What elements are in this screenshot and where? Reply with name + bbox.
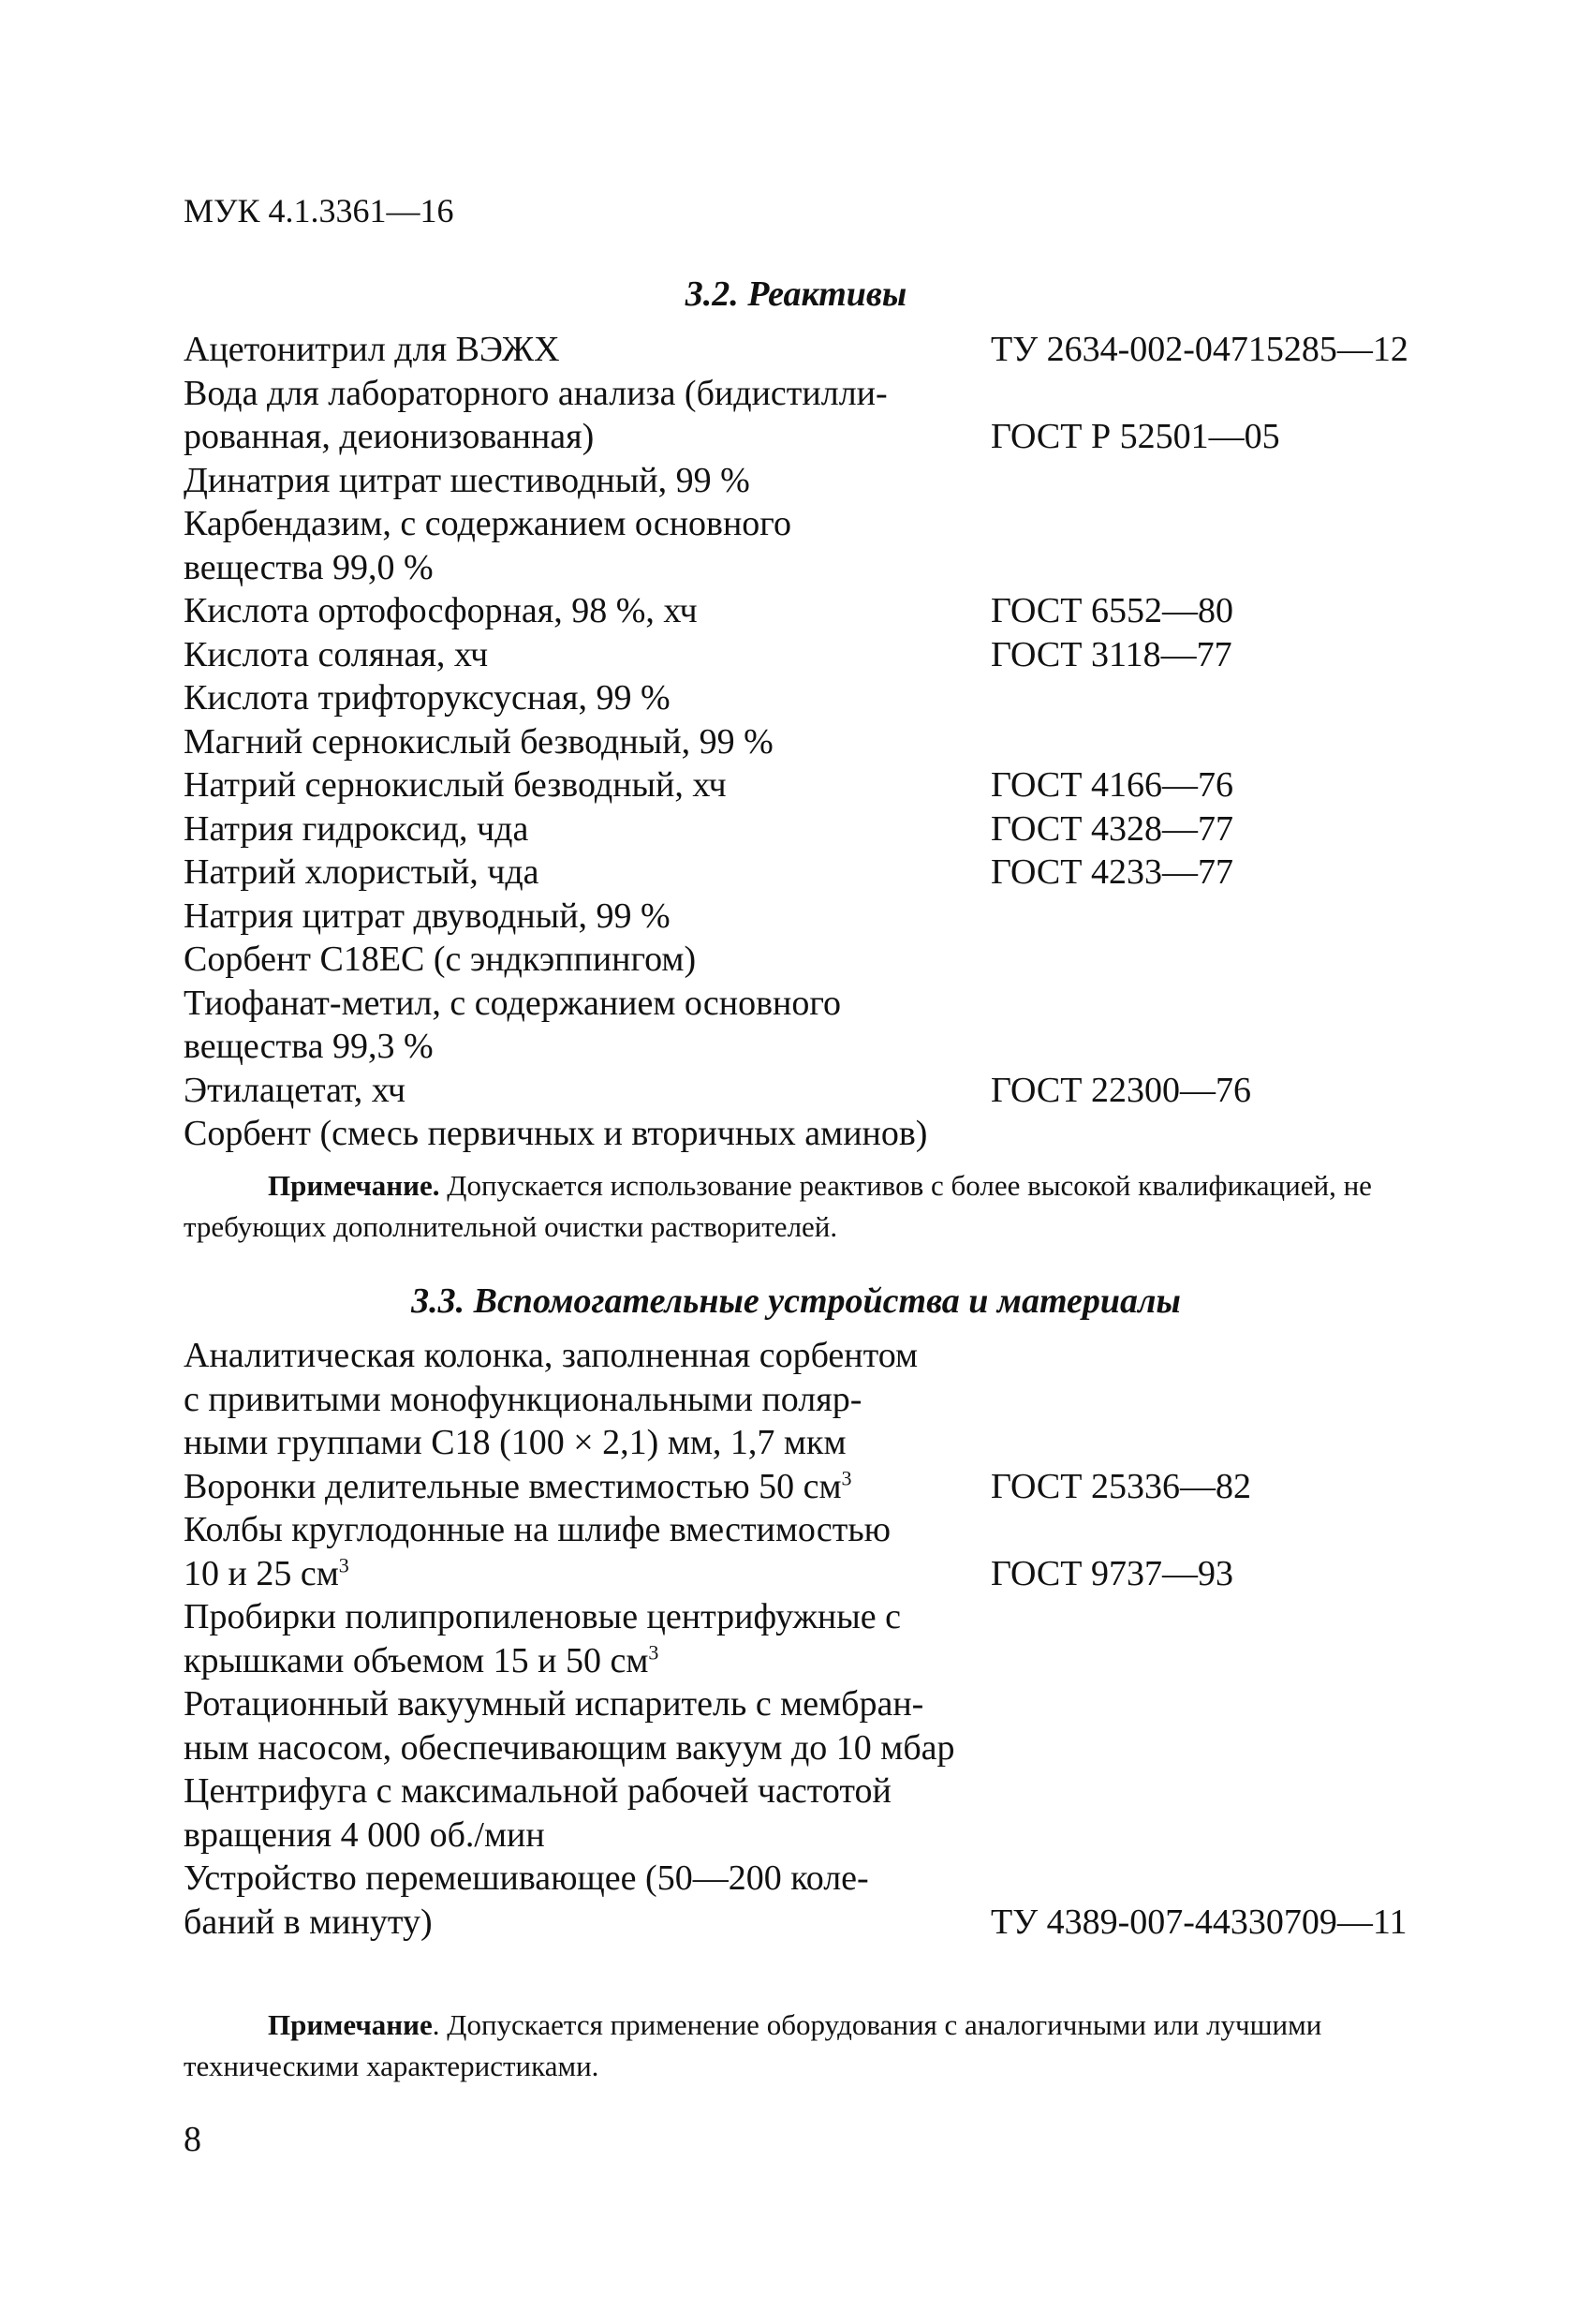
item-line: Кислота трифторуксусная, 99 %	[184, 678, 671, 718]
item-standard: ГОСТ 6552—80	[991, 591, 1233, 630]
item-line: Центрифуга с максимальной рабочей частотой	[184, 1771, 892, 1811]
item-name	[184, 502, 989, 589]
list-item	[184, 1769, 1438, 1857]
list-item	[184, 851, 1438, 895]
list-item	[184, 938, 1438, 982]
item-name	[184, 328, 989, 372]
item-line: вещества 99,3 %	[184, 1027, 434, 1066]
list-item	[184, 763, 1438, 807]
item-name	[184, 982, 989, 1069]
list-item	[184, 1112, 1438, 1156]
item-line: Пробирки полипропиленовые центрифужные с	[184, 1597, 902, 1636]
item-line: вращения 4 000 об./мин	[184, 1814, 545, 1855]
list-item	[184, 982, 1438, 1069]
equipment-note	[184, 2005, 1416, 2087]
item-line: Натрия гидроксид, чда	[184, 808, 529, 849]
list-item	[184, 1069, 1438, 1113]
item-line: 10 и 25 см	[184, 1553, 339, 1593]
item-line: Сорбент (смесь первичных и вторичных аминов)	[184, 1114, 928, 1153]
item-name	[184, 589, 989, 633]
item-line: Воронки делительные вместимостью 50 см	[184, 1466, 842, 1506]
section-title-reagents: 3.2. Реактивы	[685, 274, 907, 314]
list-item	[184, 328, 1438, 372]
list-item	[184, 807, 1438, 851]
item-name	[184, 807, 989, 851]
item-name	[184, 938, 989, 982]
reagents-list	[184, 328, 1438, 1156]
item-line: Кислота ортофосфорная, 98 %, хч	[184, 591, 698, 630]
item-standard: ГОСТ Р 52501—05	[991, 417, 1280, 456]
item-line: Устройство перемешивающее (50—200 коле-	[184, 1858, 869, 1898]
item-standard: ГОСТ 9737—93	[991, 1553, 1233, 1593]
list-item	[184, 459, 1438, 503]
list-item	[184, 1595, 1438, 1682]
item-line: Кислота соляная, хч	[184, 634, 489, 674]
item-name	[184, 1769, 989, 1857]
item-standard: ГОСТ 4328—77	[991, 808, 1233, 849]
item-name	[184, 763, 989, 807]
note-label: Примечание.	[268, 1169, 440, 1202]
item-line: Натрий хлористый, чда	[184, 852, 539, 892]
equipment-list	[184, 1334, 1438, 1944]
item-line: рованная, деионизованная)	[184, 417, 595, 456]
item-name	[184, 720, 989, 764]
item-line: ным насосом, обеспечивающим вакуум до 10 мбар	[184, 1727, 955, 1768]
list-item	[184, 502, 1438, 589]
note-label: Примечание	[268, 2008, 433, 2041]
item-name	[184, 459, 989, 503]
item-line: Этилацетат, хч	[184, 1070, 405, 1110]
item-name	[184, 1508, 989, 1595]
list-item	[184, 895, 1438, 939]
item-name	[184, 1069, 989, 1113]
list-item	[184, 633, 1438, 677]
item-standard: ТУ 2634-002-04715285—12	[991, 330, 1408, 369]
item-name	[184, 1465, 989, 1509]
item-standard: ГОСТ 4166—76	[991, 765, 1233, 805]
list-item	[184, 720, 1438, 764]
superscript: 3	[841, 1465, 852, 1489]
item-line: Карбендазим, с содержанием основного	[184, 504, 791, 543]
note-text: . Допускается применение оборудования с аналогичными или лучшими техническими характеристиками.	[184, 2008, 1322, 2082]
item-line: Тиофанат-метил, с содержанием основного	[184, 983, 841, 1023]
list-item	[184, 372, 1438, 459]
item-line: ными группами C18 (100 × 2,1) мм, 1,7 мкм	[184, 1423, 847, 1462]
list-item	[184, 1682, 1438, 1769]
item-name	[184, 1857, 989, 1944]
section-title-equipment: 3.3. Вспомогательные устройства и материалы	[411, 1281, 1181, 1321]
item-line: Колбы круглодонные на шлифе вместимостью	[184, 1510, 892, 1549]
item-name	[184, 372, 989, 459]
item-name	[184, 895, 989, 939]
item-line: крышками объемом 15 и 50 см	[184, 1640, 649, 1680]
item-standard: ТУ 4389-007-44330709—11	[991, 1902, 1408, 1942]
item-name	[184, 676, 989, 720]
item-line: Магний сернокислый безводный, 99 %	[184, 721, 774, 762]
item-line: Динатрия цитрат шестиводный, 99 %	[184, 460, 750, 500]
item-name	[184, 633, 989, 677]
item-name	[184, 1595, 989, 1682]
list-item	[184, 676, 1438, 720]
item-name	[184, 1334, 989, 1465]
item-line: Аналитическая колонка, заполненная сорбентом	[184, 1336, 919, 1375]
list-item	[184, 1334, 1438, 1465]
superscript: 3	[338, 1552, 349, 1576]
item-standard: ГОСТ 22300—76	[991, 1070, 1251, 1110]
item-line: с привитыми монофункциональными поляр-	[184, 1379, 862, 1419]
list-item	[184, 1857, 1438, 1944]
item-line: Натрия цитрат двуводный, 99 %	[184, 896, 671, 936]
item-standard: ГОСТ 25336—82	[991, 1466, 1251, 1506]
item-name	[184, 1112, 989, 1156]
item-name	[184, 1682, 989, 1769]
note-text: Допускается использование реактивов с более высокой квалификацией, не требующих дополнительной очистки растворителей.	[184, 1169, 1372, 1243]
list-item	[184, 1465, 1438, 1509]
list-item	[184, 589, 1438, 633]
item-line: Сорбент C18EC (с эндкэппингом)	[184, 940, 697, 979]
reagents-note	[184, 1165, 1416, 1248]
item-line: Вода для лабораторного анализа (бидистилли-	[184, 373, 888, 413]
item-standard: ГОСТ 3118—77	[991, 634, 1232, 674]
item-line: Ротационный вакуумный испаритель с мембран-	[184, 1684, 924, 1724]
item-standard: ГОСТ 4233—77	[991, 852, 1233, 892]
item-line: баний в минуту)	[184, 1902, 433, 1942]
document-code: МУК 4.1.3361—16	[184, 192, 454, 229]
item-line: вещества 99,0 %	[184, 547, 434, 587]
item-line: Ацетонитрил для ВЭЖХ	[184, 330, 560, 369]
superscript: 3	[648, 1639, 659, 1664]
item-name	[184, 851, 989, 895]
list-item	[184, 1508, 1438, 1595]
page-number: 8	[184, 2120, 201, 2159]
item-line: Натрий сернокислый безводный, хч	[184, 765, 727, 805]
